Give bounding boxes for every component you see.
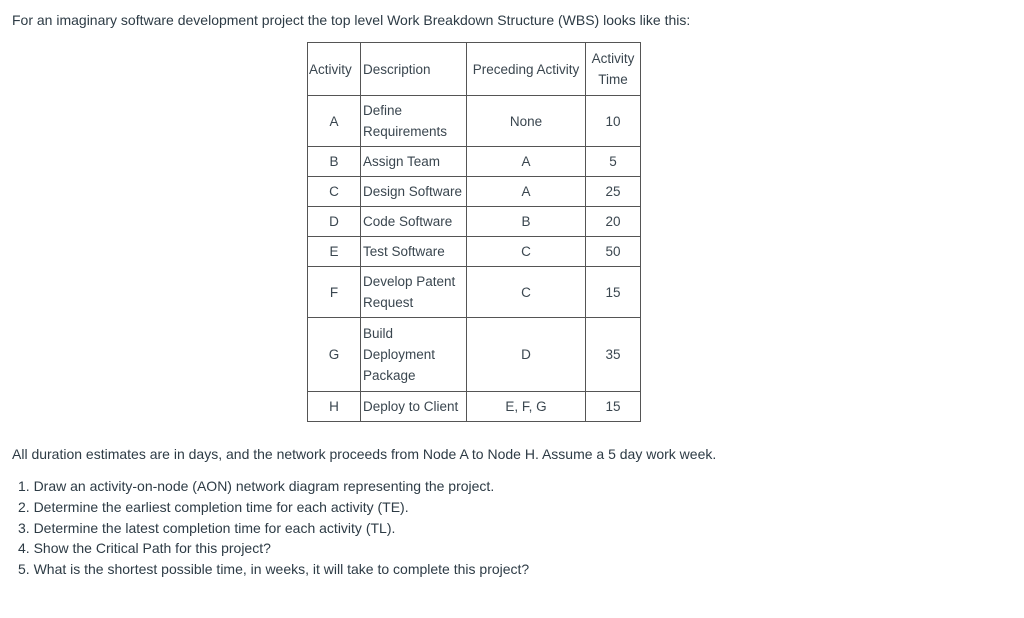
table-row <box>308 392 641 422</box>
cell-time: 15 <box>586 267 641 318</box>
question-item: 1. Draw an activity-on-node (AON) network diagram representing the project. <box>18 478 495 494</box>
cell-activity: A <box>308 96 361 147</box>
cell-activity: G <box>308 318 361 392</box>
table-row <box>308 96 641 147</box>
cell-time: 20 <box>586 207 641 237</box>
cell-activity: F <box>308 267 361 318</box>
cell-description: Define Requirements <box>361 96 467 147</box>
cell-preceding: None <box>467 96 586 147</box>
cell-description: Build Deployment Package <box>361 318 467 392</box>
cell-time: 25 <box>586 177 641 207</box>
cell-activity: B <box>308 147 361 177</box>
question-list <box>18 476 529 580</box>
cell-description: Test Software <box>361 237 467 267</box>
cell-time: 50 <box>586 237 641 267</box>
intro-text: For an imaginary software development project the top level Work Breakdown Structure (WBS) looks like this: <box>12 12 691 28</box>
table-row <box>308 147 641 177</box>
cell-activity: D <box>308 207 361 237</box>
cell-description: Assign Team <box>361 147 467 177</box>
cell-time: 10 <box>586 96 641 147</box>
cell-time: 5 <box>586 147 641 177</box>
cell-description: Deploy to Client <box>361 392 467 422</box>
table-row <box>308 207 641 237</box>
cell-preceding: C <box>467 237 586 267</box>
question-item: 5. What is the shortest possible time, in weeks, it will take to complete this project? <box>18 561 530 578</box>
cell-activity: E <box>308 237 361 267</box>
cell-preceding: C <box>467 267 586 318</box>
cell-time: 15 <box>586 392 641 422</box>
table-row <box>308 318 641 392</box>
cell-activity: H <box>308 392 361 422</box>
cell-preceding: A <box>467 177 586 207</box>
duration-note: All duration estimates are in days, and the network proceeds from Node A to Node H. Assume a 5 day work week. <box>12 446 717 462</box>
cell-preceding: E, F, G <box>467 392 586 422</box>
cell-description: Develop Patent Request <box>361 267 467 318</box>
question-item: 4. Show the Critical Path for this project? <box>18 540 271 557</box>
table-row <box>308 177 641 207</box>
cell-preceding: B <box>467 207 586 237</box>
cell-preceding: A <box>467 147 586 177</box>
header-description: Description <box>361 43 467 96</box>
table-row <box>308 267 641 318</box>
header-activity-time: Activity Time <box>586 43 641 96</box>
question-item: 2. Determine the earliest completion time for each activity (TE). <box>18 498 409 515</box>
cell-preceding: D <box>467 318 586 392</box>
wbs-table <box>307 42 641 422</box>
question-item: 3. Determine the latest completion time for each activity (TL). <box>18 519 396 536</box>
table-header-row <box>308 43 641 96</box>
table-row <box>308 237 641 267</box>
header-activity: Activity <box>308 43 361 96</box>
header-preceding-activity: Preceding Activity <box>467 43 586 96</box>
cell-time: 35 <box>586 318 641 392</box>
cell-activity: C <box>308 177 361 207</box>
cell-description: Design Software <box>361 177 467 207</box>
cell-description: Code Software <box>361 207 467 237</box>
